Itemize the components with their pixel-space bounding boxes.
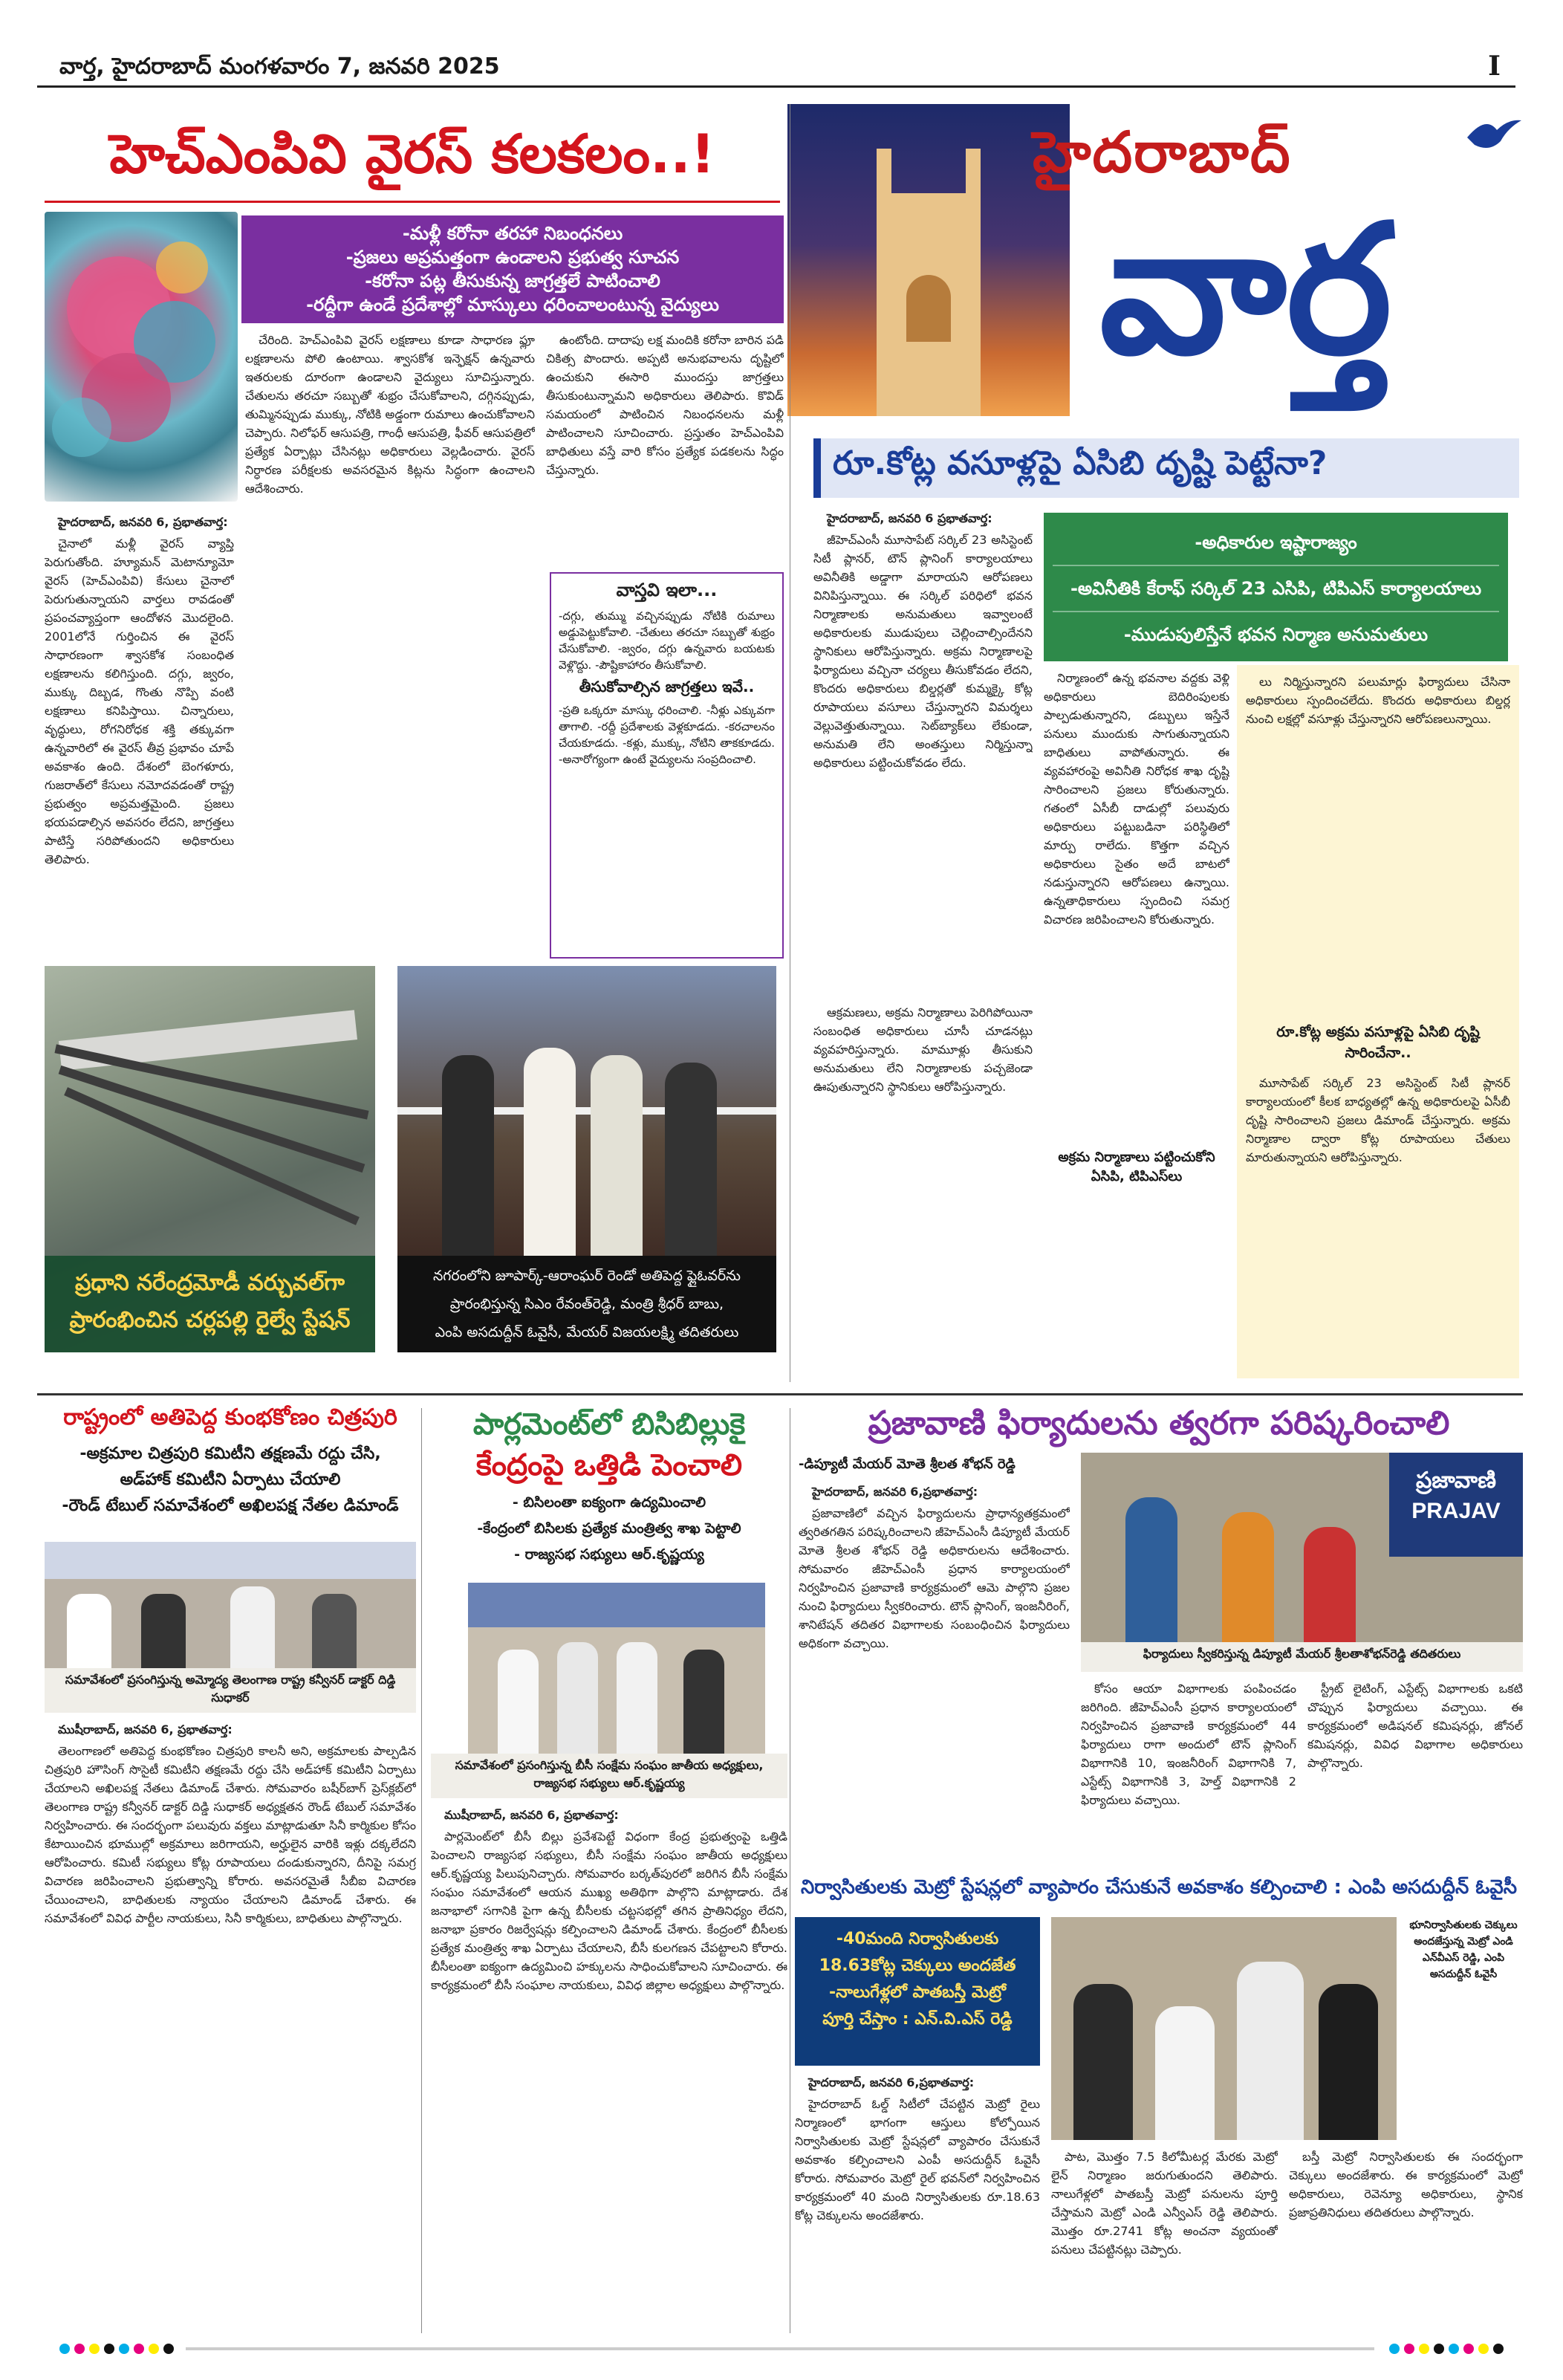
chitrapuri-sub: -అక్రమాల చిత్రపురి కమిటీని తక్షణమే రద్దు చేసి, — [79, 1444, 381, 1463]
metro-column-1 — [795, 2073, 1040, 2329]
dateline: హైదరాబాద్, జనవరి 6,ప్రభాతవార్త: — [808, 2075, 975, 2089]
chitrapuri-caption: సమావేశంలో ప్రసంగిస్తున్న అమ్మోద్య తెలంగాణ రాష్ట్ర కన్వీనర్ డాక్టర్ దిడ్డి సుధాకర్ — [45, 1668, 416, 1713]
virus-image — [45, 212, 238, 502]
brand-city: హైదరాబాద్ — [1033, 119, 1292, 185]
metro-highlight: -40మంది నిర్వాసితులకు — [836, 1930, 999, 1948]
prajavani-photo — [1081, 1453, 1523, 1642]
dateline: హైదరాబాద్, జనవరి 6,ప్రభాతవార్త: — [812, 1485, 978, 1499]
acb-column-1b — [813, 1003, 1033, 1378]
article-text: పార్లమెంట్‌లో బీసీ బిల్లు ప్రవేశపెట్టే విధంగా కేంద్ర ప్రభుత్వంపై ఒత్తిడి పెంచాలని రాజ్యసభ సభ్యులు, బీసీ సంక్షేమ సంఘం జాతీయ అధ్యక్షులు ఆర్.కృష్ణయ్య పిలుపునిచ్చారు. సోమవారం బర్కత్‌పురలో జరిగిన బీసీ సంక్షేమ సంఘం సమావేశంలో ఆయన ముఖ్య అతిథిగా పాల్గొని మాట్లాడారు. దేశ జనాభాలో సగానికి పైగా ఉన్న బీసీలకు చట్టసభల్లో తగిన ప్రాతినిధ్యం లేదని, జనాభా ప్రకారం రిజర్వేషన్లు కల్పించాలని డిమాండ్ చేశారు. కేంద్రంలో బీసీలకు ప్రత్యేక మంత్రిత్వ శాఖ ఏర్పాటు చేయాలని, బీసీ కులగణన చేపట్టాలని కోరారు. బీసీలంతా ఐక్యంగా ఉద్యమించి హక్కులను సాధించుకోవాలని సూచించారు. ఈ కార్యక్రమంలో బీసీ సంఘాల నాయకులు, వివిధ జిల్లాల అధ్యక్షులు పాల్గొన్నారు. — [431, 1829, 787, 1992]
metro-highlight: 18.63కోట్ల చెక్కులు అందజేత — [819, 1956, 1016, 1975]
article-text: నిర్మాణంలో ఉన్న భవనాల వద్దకు వెళ్లి అధికారులు బెదిరింపులకు పాల్పడుతున్నారని, డబ్బులు ఇస్తేనే పనులు ముందుకు సాగుతున్నాయని బాధితులు వాపోతున్నారు. ఈ వ్యవహారంపై అవినీతి నిరోధక శాఖ దృష్టి సారించాలని ప్రజలు కోరుతున్నారు. గతంలో ఏసీబీ దాడుల్లో పలువురు అధికారులు పట్టుబడినా పరిస్థితిలో మార్పు రాలేదు. కొత్తగా వచ్చిన అధికారులు సైతం అదే బాటలో నడుస్తున్నారని ఆరోపణలు ఉన్నాయి. ఉన్నతాధికారులు స్పందించి సమగ్ర విచారణ జరిపించాలని కోరుతున్నారు. — [1044, 671, 1229, 927]
prajavani-sign-en: PRAJAV — [1411, 1499, 1501, 1523]
page-number: I — [1488, 51, 1501, 82]
prajavani-sign: ప్రజావాణి — [1416, 1468, 1496, 1494]
hmpv-column-2 — [245, 331, 535, 951]
hmpv-highlights — [241, 215, 784, 323]
parliament-caption: సమావేశంలో ప్రసంగిస్తున్న బీసీ సంక్షేమ సంఘం జాతీయ అధ్యక్షులు, రాజ్యసభ సభ్యులు ఆర్.కృష్ణయ్య — [431, 1754, 787, 1798]
article-text: చైనాలో మళ్లీ వైరస్ వ్యాప్తి పెరుగుతోంది. హ్యూమన్ మెటాన్యూమో వైరస్ (హెచ్‌ఎంపివి) కేసులు చైనాలో పెరుగుతున్నాయని వార్తలు రావడంతో ప్రపంచవ్యాప్తంగా ఆందోళన మొదలైంది. 2001లోనే గుర్తించిన ఈ వైరస్ సాధారణంగా శ్వాసకోశ సంబంధిత లక్షణాలను కలిగిస్తుంది. దగ్గు, జ్వరం, ముక్కు దిబ్బడ, గొంతు నొప్పి వంటి లక్షణాలు కనిపిస్తాయి. చిన్నారులు, వృద్ధులు, రోగనిరోధక శక్తి తక్కువగా ఉన్నవారిలో ఈ వైరస్ తీవ్ర ప్రభావం చూపే అవకాశం ఉంది. దేశంలో బెంగళూరు, గుజరాత్‌లో కేసులు నమోదవడంతో రాష్ట్ర ప్రభుత్వం అప్రమత్తమైంది. ప్రజలు భయపడాల్సిన అవసరం లేదని, జాగ్రత్తలు పాటిస్తే సరిపోతుందని అధికారులు తెలిపారు. — [45, 536, 234, 866]
bird-icon — [1463, 111, 1523, 156]
dateline: హైదరాబాద్, జనవరి 6, ప్రభాతవార్త: — [58, 515, 228, 529]
prajavani-caption: ఫిర్యాదులు స్వీకరిస్తున్న డిప్యూటీ మేయర్ శ్రీలతాశోభన్‌రెడ్డి తదితరులు — [1081, 1642, 1523, 1672]
brand-block — [787, 104, 1523, 416]
article-text: హైదరాబాద్ ఓల్డ్ సిటీలో చేపట్టిన మెట్రో రైలు నిర్మాణంలో భాగంగా ఆస్తులు కోల్పోయిన నిర్వాసితులకు మెట్రో స్టేషన్లలో వ్యాపారం చేసుకునే అవకాశం కల్పించాలని ఎంపీ అసదుద్దీన్ ఓవైసీ కోరారు. సోమవారం మెట్రో రైల్ భవన్‌లో నిర్వహించిన కార్యక్రమంలో 40 మంది నిర్వాసితులకు రూ.18.63 కోట్ల చెక్కులను అందజేశారు. — [795, 2097, 1040, 2222]
metro-column-3 — [1289, 2147, 1523, 2329]
photo-row — [45, 966, 776, 1352]
parliament-sub: - బిసిలంతా ఐక్యంగా ఉద్యమించాలి — [512, 1494, 706, 1511]
section-divider — [37, 1393, 1523, 1395]
prajavani-sub: -డిప్యూటీ మేయర్ మోతె శ్రీలత శోభన్ రెడ్డి — [799, 1456, 1016, 1472]
tips-title: వాస్తవి ఇలా... — [616, 580, 718, 600]
tips-subtitle: తీసుకోవాల్సిన జాగ్రత్తలు ఇవే.. — [579, 678, 755, 695]
parliament-photo — [468, 1583, 765, 1754]
headline-rule — [45, 201, 780, 203]
chitrapuri-body — [45, 1720, 416, 2329]
acb-column-1 — [813, 509, 1033, 999]
caption-line: ప్రధాని నరేంద్రమోడీ వర్చువల్‌గా — [75, 1270, 345, 1296]
flyover-caption — [397, 1256, 776, 1352]
dateline: ముషీరాబాద్, జనవరి 6, ప్రభాతవార్త: — [444, 1808, 619, 1822]
metro-column-2 — [1051, 2147, 1278, 2329]
column-rule — [421, 1408, 422, 2333]
charminar-photo — [787, 104, 1070, 416]
article-text: స్ట్రీట్ లైటింగ్, ఎస్టేట్స్ విభాగాలకు ఒకటి చొప్పున ఫిర్యాదులు వచ్చాయి. ఈ కార్యక్రమంలో అడిషనల్ కమిషనర్లు, జోనల్ కమిషనర్లు, వివిధ విభాగాల అధికారులు పాల్గొన్నారు. — [1307, 1682, 1523, 1770]
acb-headline: రూ.కోట్ల వసూళ్లపై ఏసిబి దృష్టి పెట్టేనా? — [813, 438, 1519, 498]
acb-highlight-column — [1237, 665, 1519, 1378]
tips-text: -దగ్గు, తుమ్ము వచ్చినప్పుడు నోటికి రుమాలు అడ్డుపెట్టుకోవాలి. -చేతులు తరచూ సబ్బుతో శుభ్రం చేసుకోవాలి. -జ్వరం, దగ్గు ఉన్నవారు బయటకు వెళ్లొద్దు. -పౌష్టికాహారం తీసుకోవాలి. — [559, 609, 775, 672]
caption-line: నగరంలోని జూపార్క్-ఆరాంఘర్ రెండో అతిపెద్ద ఫ్లైఓవర్‌ను — [432, 1268, 741, 1284]
acb-highlights — [1044, 513, 1508, 661]
brand-logo: వార్త — [1099, 186, 1392, 394]
chitrapuri-sub: అడ్‌హాక్ కమిటీని ఏర్పాటు చేయాలి — [120, 1471, 341, 1489]
acb-highlight: -అవినీతికి కేరాఫ్ సర్కిల్ 23 ఎసిపి, టిపిఎస్ కార్యాలయాలు — [1053, 566, 1499, 612]
caption-line: ప్రారంభిస్తున్న సిఎం రేవంత్‌రెడ్డి, మంత్రి శ్రీధర్ బాబు, — [449, 1296, 724, 1312]
article-text: ఉంటోంది. దాదాపు లక్ష మందికి కరోనా బారిన పడి చికిత్స పొందారు. అప్పటి అనుభవాలను దృష్టిలో ఉంచుకుని ఈసారి ముందస్తు జాగ్రత్తలు తీసుకుంటున్నామని అధికారులు తెలిపారు. కొవిడ్ సమయంలో పాటించిన నిబంధనలను మళ్లీ పాటించాలని సూచించారు. ప్రస్తుతం హెచ్‌ఎంపివి బాధితులు వస్తే వారి కోసం ప్రత్యేక పడకలను సిద్ధం చేస్తున్నారు. — [546, 333, 784, 477]
acb-column-2 — [1044, 669, 1229, 1144]
hmpv-highlight: -కరోనా పట్ల తీసుకున్న జాగ్రత్తలే పాటించాలి — [365, 270, 660, 291]
hmpv-highlight: -మళ్లీ కరోనా తరహా నిబంధనలు — [402, 223, 623, 244]
article-text: ప్రజావాణిలో వచ్చిన ఫిర్యాదులను ప్రాధాన్యతక్రమంలో త్వరితగతిన పరిష్కరించాలని జీహెచ్ఎంసీ డిప్యూటీ మేయర్ మోతె శ్రీలత శోభన్ రెడ్డి అధికారులను ఆదేశించారు. సోమవారం జీహెచ్ఎంసీ ప్రధాన కార్యాలయంలో నిర్వహించిన ప్రజావాణి కార్యక్రమంలో ఆమె పాల్గొని ప్రజల నుంచి ఫిర్యాదులు స్వీకరించారు. టౌన్ ప్లానింగ్, ఇంజనీరింగ్, శానిటేషన్ తదితర విభాగాలకు సంబంధించిన ఫిర్యాదులు అధికంగా వచ్చాయి. — [799, 1506, 1070, 1650]
metro-caption: భూనిర్వాసితులకు చెక్కులు అందజేస్తున్న మెట్రో ఎండి ఎన్‌వీఎస్ రెడ్డి, ఎంపి అసదుద్దీన్ ఓవైసీ — [1409, 1919, 1518, 1980]
dateline: ముషీరాబాద్, జనవరి 6, ప్రభాతవార్త: — [58, 1722, 233, 1737]
parliament-sub: - రాజ్యసభ సభ్యులు ఆర్.కృష్ణయ్య — [514, 1546, 704, 1563]
print-registration-bar — [37, 2341, 1515, 2357]
hmpv-column-1 — [45, 513, 234, 951]
parliament-headline: కేంద్రంపై ఒత్తిడి పెంచాలి — [475, 1448, 743, 1482]
acb-highlight: -అధికారుల ఇష్టారాజ్యం — [1053, 520, 1499, 566]
chitrapuri-sub: -రౌండ్ టేబుల్ సమావేశంలో అఖిలపక్ష నేతల డిమాండ్ — [62, 1497, 399, 1515]
hmpv-headline: హెచ్‌ఎంపివి వైరస్ కలకలం..! — [109, 123, 715, 185]
caption-line: ప్రారంభించిన చర్లపల్లి రైల్వే స్టేషన్ — [69, 1307, 351, 1333]
caption-line: ఎంపి అసదుద్దీన్ ఓవైసీ, మేయర్ విజయలక్ష్మి తదితరులు — [435, 1324, 739, 1340]
chitrapuri-headline: రాష్ట్రంలో అతిపెద్ద కుంభకోణం చిత్రపురి — [63, 1404, 397, 1430]
metro-highlight: -నాలుగేళ్లలో పాతబస్తీ మెట్రో — [828, 1983, 1007, 2002]
article-text: బస్తీ మెట్రో నిర్వాసితులకు ఈ సందర్భంగా చెక్కులు అందజేశారు. ఈ కార్యక్రమంలో మెట్రో అధికారులు, రెవెన్యూ అధికారులు, స్థానిక ప్రజాప్రతినిధులు తదితరులు పాల్గొన్నారు. — [1289, 2150, 1523, 2220]
acb-subhead: అక్రమ నిర్మాణాలు పట్టించుకోని ఏసిపి, టిపిఎస్‌లు — [1058, 1150, 1215, 1184]
acb-yellow-subhead: రూ.కోట్ల అక్రమ వసూళ్లపై ఏసిబి దృష్టి సారించేనా.. — [1276, 1024, 1480, 1061]
article-text: జీహెచ్‌ఎంసీ మూసాపేట్ సర్కిల్ 23 అసిస్టెంట్ సిటీ ప్లానర్, టౌన్ ప్లానింగ్ కార్యాలయాలు అవినీతికి అడ్డాగా మారాయని ఆరోపణలు వినిపిస్తున్నాయి. ఈ సర్కిల్ పరిధిలో భవన నిర్మాణాలకు అనుమతులు ఇవ్వాలంటే అధికారులకు ముడుపులు చెల్లించాల్సిందేనని స్థానికులు ఆరోపిస్తున్నారు. అక్రమ నిర్మాణాలపై ఫిర్యాదులు వచ్చినా చర్యలు తీసుకోవడం లేదని, కొందరు అధికారులు బిల్డర్లతో కుమ్మక్కై కోట్ల రూపాయలు వసూలు చేస్తున్నారని విమర్శలు వెల్లువెత్తుతున్నాయి. సెట్‌బ్యాక్‌లు లేకుండా, అనుమతి లేని అంతస్తులు నిర్మిస్తున్నా అధికారులు పట్టించుకోవడం లేదు. — [813, 533, 1033, 770]
dateline: హైదరాబాద్, జనవరి 6 ప్రభాతవార్త: — [827, 511, 992, 525]
prajavani-column-2 — [1081, 1679, 1296, 1895]
parliament-headline: పార్లమెంట్‌లో బిసిబిల్లుకై — [472, 1407, 746, 1442]
article-text: చేరింది. హెచ్‌ఎంపివి వైరస్ లక్షణాలు కూడా సాధారణ ఫ్లూ లక్షణాలను పోలి ఉంటాయి. శ్వాసకోశ ఇన్ఫెక్షన్ ఉన్నవారు ఇతరులకు దూరంగా ఉండాలని వైద్యులు సూచిస్తున్నారు. చేతులను తరచూ సబ్బుతో శుభ్రం చేసుకోవాలని, దగ్గినప్పుడు, తుమ్మినప్పుడు ముక్కు, నోటికి అడ్డంగా రుమాలు ఉంచుకోవాలని చెప్పారు. నిలోఫర్ ఆసుపత్రి, గాంధీ ఆసుపత్రి, ఫీవర్ ఆసుపత్రిలో ప్రత్యేక ఏర్పాట్లు చేసినట్లు అధికారులు వెల్లడించారు. వైరస్ నిర్ధారణ పరీక్షలకు అవసరమైన కిట్లను సిద్ధంగా ఉంచాలని ఆదేశించారు. — [245, 333, 535, 496]
tips-box — [550, 572, 784, 959]
article-text: పాట, మొత్తం 7.5 కిలోమీటర్ల మేరకు మెట్రో లైన్ నిర్మాణం జరుగుతుందని తెలిపారు. నాలుగేళ్లలో పాతబస్తీ మెట్రో పనులను పూర్తి చేస్తామని మెట్రో ఎండి ఎన్వీఎస్ రెడ్డి తెలిపారు. మొత్తం రూ.2741 కోట్ల అంచనా వ్యయంతో పనులు చేపట్టినట్లు చెప్పారు. — [1051, 2150, 1278, 2257]
hmpv-highlight: -రద్దీగా ఉండే ప్రదేశాల్లో మాస్కులు ధరించాలంటున్న వైద్యులు — [306, 294, 719, 315]
metro-photo — [1051, 1917, 1397, 2140]
metro-headline: నిర్వాసితులకు మెట్రో స్టేషన్లలో వ్యాపారం చేసుకునే అవకాశం కల్పించాలి : ఎంపి అసదుద్దీన్ ఓవైసీ — [795, 1876, 1523, 1903]
article-text: మూసాపేట్ సర్కిల్ 23 అసిస్టెంట్ సిటీ ప్లానర్ కార్యాలయంలో కీలక బాధ్యతల్లో ఉన్న అధికారులపై ఏసీబీ దృష్టి సారించాలని ప్రజలు డిమాండ్ చేస్తున్నారు. అక్రమ నిర్మాణాల ద్వారా కోట్ల రూపాయలు చేతులు మారుతున్నాయని ఆరోపిస్తున్నారు. — [1246, 1076, 1510, 1164]
article-text: కోసం ఆయా విభాగాలకు పంపించడం జరిగింది. జీహెచ్ఎంసీ ప్రధాన కార్యాలయంలో నిర్వహించిన ప్రజావాణి కార్యక్రమంలో 44 ఫిర్యాదులు రాగా అందులో టౌన్ ప్లానింగ్ విభాగానికి 10, ఇంజనీరింగ్ విభాగానికి 7, ఎస్టేట్స్ విభాగానికి 3, హెల్త్ విభాగానికి 2 ఫిర్యాదులు వచ్చాయి. — [1081, 1682, 1296, 1807]
hmpv-highlight: -ప్రజలు అప్రమత్తంగా ఉండాలని ప్రభుత్వ సూచన — [345, 247, 680, 267]
chitrapuri-photo — [45, 1542, 416, 1668]
flyover-inauguration-photo — [397, 966, 776, 1256]
parliament-sub: -కేంద్రంలో బిసిలకు ప్రత్యేక మంత్రిత్వ శాఖ పెట్టాలి — [477, 1520, 741, 1537]
prajavani-column-1 — [799, 1482, 1070, 1895]
metro-highlights — [795, 1917, 1040, 2066]
tips-text: -ప్రతి ఒక్కరూ మాస్కు ధరించాలి. -నీళ్లు ఎక్కువగా తాగాలి. -రద్దీ ప్రదేశాలకు వెళ్లకూడదు. -కరచాలనం చేయకూడదు. -కళ్లు, ముక్కు, నోటిని తాకకూడదు. -అనారోగ్యంగా ఉంటే వైద్యులను సంప్రదించాలి. — [559, 704, 775, 766]
masthead-dateline: వార్త, హైదరాబాద్ మంగళవారం 7, జనవరి 2025 — [59, 53, 500, 80]
parliament-body — [431, 1806, 787, 2329]
page-header — [37, 43, 1515, 88]
prajavani-headline: ప్రజావాణి ఫిర్యాదులను త్వరగా పరిష్కరించాలి — [868, 1404, 1450, 1442]
hmpv-column-3 — [546, 331, 784, 561]
acb-highlight: -ముడుపులిస్తేనే భవన నిర్మాణ అనుమతులు — [1123, 624, 1429, 645]
article-text: తెలంగాణలో అతిపెద్ద కుంభకోణం చిత్రపురి కాలనీ అని, అక్రమాలకు పాల్పడిన చిత్రపురి హౌసింగ్ సొసైటీ కమిటీని తక్షణమే రద్దు చేసి అడ్‌హాక్ కమిటీని ఏర్పాటు చేయాలని అఖిలపక్ష నేతలు డిమాండ్ చేశారు. సోమవారం బషీర్‌బాగ్ ప్రెస్‌క్లబ్‌లో తెలంగాణ రాష్ట్ర కన్వీనర్ డాక్టర్ దిడ్డి సుధాకర్ అధ్యక్షతన రౌండ్ టేబుల్ సమావేశం నిర్వహించారు. ఈ సందర్భంగా పలువురు వక్తలు మాట్లాడుతూ సినీ కార్మికుల కోసం కేటాయించిన భూముల్లో అక్రమాలు జరిగాయని, అర్హులైన వారికి ఇళ్లు దక్కలేదని ఆరోపించారు. కమిటీ సభ్యులు కోట్ల రూపాయలు దండుకున్నారని, దీనిపై సమగ్ర విచారణ జరిపించాలని ప్రభుత్వాన్ని కోరారు. అవసరమైతే సీబీఐ విచారణ చేయించాలని, బాధితులకు న్యాయం చేయాలని డిమాండ్ చేశారు. ఈ సమావేశంలో వివిధ పార్టీల నాయకులు, సినీ కార్మికులు, బాధితులు పాల్గొన్నారు. — [45, 1744, 416, 1925]
article-text: లు నిర్మిస్తున్నారని పలుమార్లు ఫిర్యాదులు చేసినా అధికారులు స్పందించలేదు. కొందరు అధికారులు బిల్డర్ల నుంచి లక్షల్లో వసూళ్లు చేస్తున్నారని ఆరోపణలున్నాయి. — [1246, 675, 1510, 726]
station-caption — [45, 1256, 375, 1352]
article-text: ఆక్రమణలు, అక్రమ నిర్మాణాలు పెరిగిపోయినా సంబంధిత అధికారులు చూసీ చూడనట్లు వ్యవహరిస్తున్నారు. మామూళ్లు తీసుకుని అనుమతులు లేని నిర్మాణాలకు పచ్చజెండా ఊపుతున్నారని స్థానికులు ఆరోపిస్తున్నారు. — [813, 1005, 1033, 1094]
metro-highlight: పూర్తి చేస్తాం : ఎన్.వి.ఎస్ రెడ్డి — [822, 2010, 1013, 2029]
prajavani-column-3 — [1307, 1679, 1523, 1895]
